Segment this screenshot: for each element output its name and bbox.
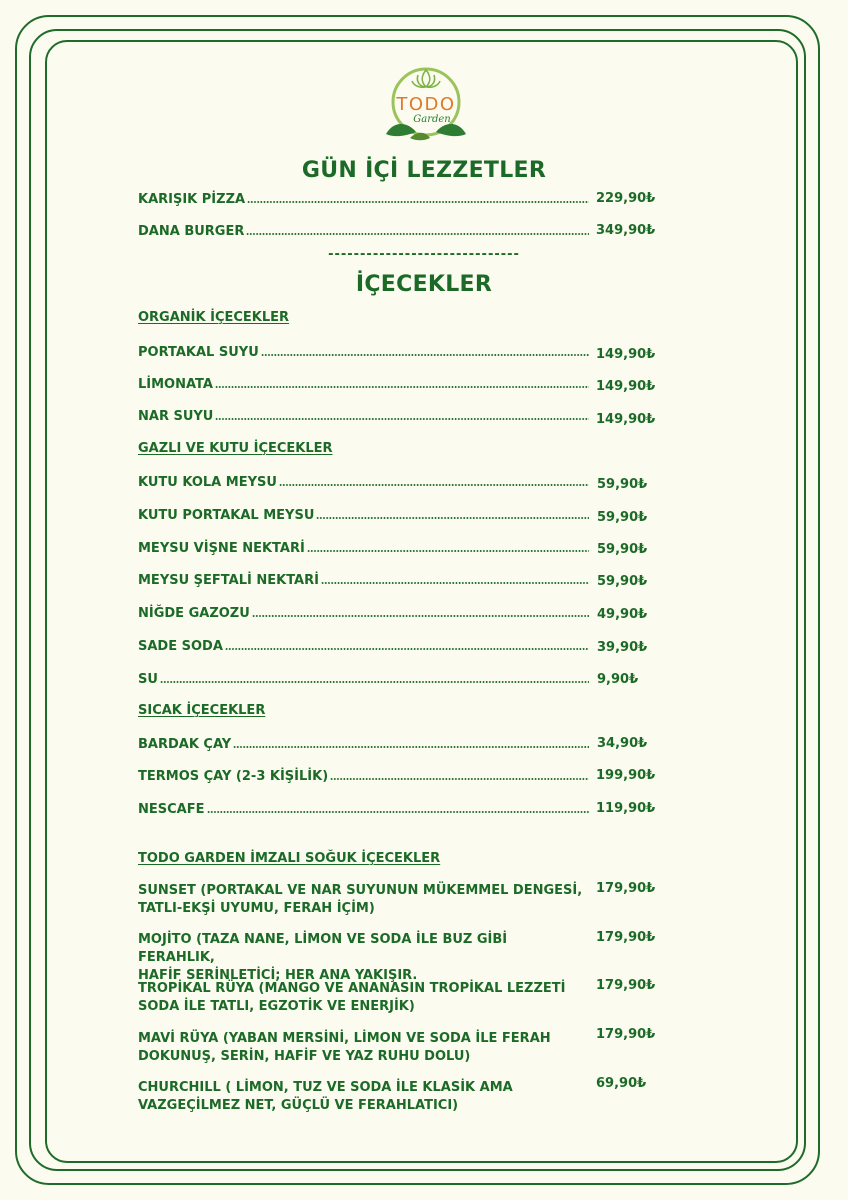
leader-dots (252, 614, 589, 618)
leader-dots (307, 549, 589, 553)
leader-dots (246, 232, 589, 236)
drink-line-2: TATLI-EKŞİ UYUMU, FERAH İÇİM) (138, 901, 375, 916)
item-price: 179,90₺ (596, 978, 656, 993)
item-price: 229,90₺ (596, 191, 656, 206)
drinks-title: İÇECEKLER (355, 272, 493, 297)
signature-drink (138, 931, 584, 985)
menu-item (138, 538, 590, 556)
item-price: 149,90₺ (596, 347, 656, 362)
item-price: 59,90₺ (597, 477, 648, 492)
item-name: MEYSU VİŞNE NEKTARİ (138, 541, 305, 556)
drink-line-1: SUNSET (PORTAKAL VE NAR SUYUNUN MÜKEMMEL DENGESİ, (138, 883, 583, 898)
leader-dots (207, 810, 590, 814)
item-price: 49,90₺ (597, 607, 648, 622)
todo-garden-logo (380, 62, 472, 144)
leader-dots (215, 385, 589, 389)
item-name: SU (138, 672, 158, 687)
item-name: DANA BURGER (138, 224, 245, 239)
item-name: LİMONATA (138, 377, 213, 392)
leader-dots (261, 353, 589, 357)
item-name: NİĞDE GAZOZU (138, 606, 250, 621)
menu-item (138, 603, 590, 621)
item-price: 179,90₺ (596, 881, 656, 896)
drink-line-2: VAZGEÇİLMEZ NET, GÜÇLÜ VE FERAHLATICI) (138, 1098, 459, 1113)
menu-item (138, 189, 590, 207)
section-divider: ------------------------------ (328, 247, 520, 262)
leader-dots (330, 777, 589, 781)
section-soda: GAZLI VE KUTU İÇECEKLER (138, 441, 333, 456)
drink-line-1: MAVİ RÜYA (YABAN MERSİNİ, LİMON VE SODA İLE FERAH (138, 1031, 551, 1046)
item-price: 59,90₺ (597, 510, 648, 525)
section-hot: SICAK İÇECEKLER (138, 703, 266, 718)
item-name: KUTU KOLA MEYSU (138, 475, 277, 490)
item-name: NESCAFE (138, 802, 205, 817)
item-price: 149,90₺ (596, 412, 656, 427)
menu-item (138, 374, 590, 392)
item-name: KARIŞIK PİZZA (138, 192, 246, 207)
item-name: MEYSU ŞEFTALİ NEKTARİ (138, 573, 319, 588)
menu-item (138, 669, 590, 687)
item-name: NAR SUYU (138, 409, 214, 424)
menu-item (138, 221, 590, 239)
item-price: 149,90₺ (596, 379, 656, 394)
signature-drink (138, 882, 584, 918)
menu-item (138, 570, 590, 588)
menu-item (138, 505, 590, 523)
leader-dots (279, 483, 589, 487)
menu-item (138, 472, 590, 490)
drink-line-1: TROPİKAL RÜYA (MANGO VE ANANASIN TROPİKAL LEZZETİ (138, 981, 566, 996)
leader-dots (160, 680, 589, 684)
drink-line-1: CHURCHILL ( LİMON, TUZ VE SODA İLE KLASİK AMA (138, 1080, 513, 1095)
item-price: 34,90₺ (597, 736, 648, 751)
item-name: BARDAK ÇAY (138, 737, 232, 752)
logo-name: TODO (396, 94, 456, 115)
specials-title: GÜN İÇİ LEZZETLER (301, 158, 547, 183)
leader-dots (316, 516, 589, 520)
section-organic: ORGANİK İÇECEKLER (138, 310, 290, 325)
item-price: 9,90₺ (597, 672, 639, 687)
item-price: 59,90₺ (597, 542, 648, 557)
leader-dots (321, 581, 589, 585)
menu-item (138, 406, 590, 424)
item-price: 39,90₺ (597, 640, 648, 655)
drink-line-2: DOKUNUŞ, SERİN, HAFİF VE YAZ RUHU DOLU) (138, 1049, 471, 1064)
logo-sub: Garden (413, 114, 451, 125)
menu-item (138, 342, 590, 360)
item-price: 179,90₺ (596, 1027, 656, 1042)
item-name: PORTAKAL SUYU (138, 345, 259, 360)
item-price: 119,90₺ (596, 801, 656, 816)
menu-item (138, 734, 590, 752)
item-price: 69,90₺ (596, 1076, 647, 1091)
drink-line-1: MOJİTO (TAZA NANE, LİMON VE SODA İLE BUZ GİBİ FERAHLIK, (138, 932, 508, 965)
leader-dots (225, 647, 589, 651)
item-name: SADE SODA (138, 639, 223, 654)
item-price: 179,90₺ (596, 930, 656, 945)
leader-dots (233, 745, 589, 749)
signature-drink (138, 1030, 584, 1066)
signature-drink (138, 1079, 584, 1115)
drink-line-2: HAFİF SERİNLETİCİ; HER ANA YAKIŞIR. (138, 968, 418, 983)
item-name: KUTU PORTAKAL MEYSU (138, 508, 315, 523)
section-signature: TODO GARDEN İMZALI SOĞUK İÇECEKLER (138, 851, 441, 866)
leader-dots (247, 200, 589, 204)
item-price: 349,90₺ (596, 223, 656, 238)
item-price: 199,90₺ (596, 768, 656, 783)
menu-item (138, 799, 590, 817)
leader-dots (215, 417, 589, 421)
menu-item (138, 636, 590, 654)
signature-drink (138, 980, 584, 1016)
item-price: 59,90₺ (597, 574, 648, 589)
menu-item (138, 766, 590, 784)
drink-line-2: SODA İLE TATLI, EGZOTİK VE ENERJİK) (138, 999, 415, 1014)
item-name: TERMOS ÇAY (2-3 KİŞİLİK) (138, 769, 329, 784)
